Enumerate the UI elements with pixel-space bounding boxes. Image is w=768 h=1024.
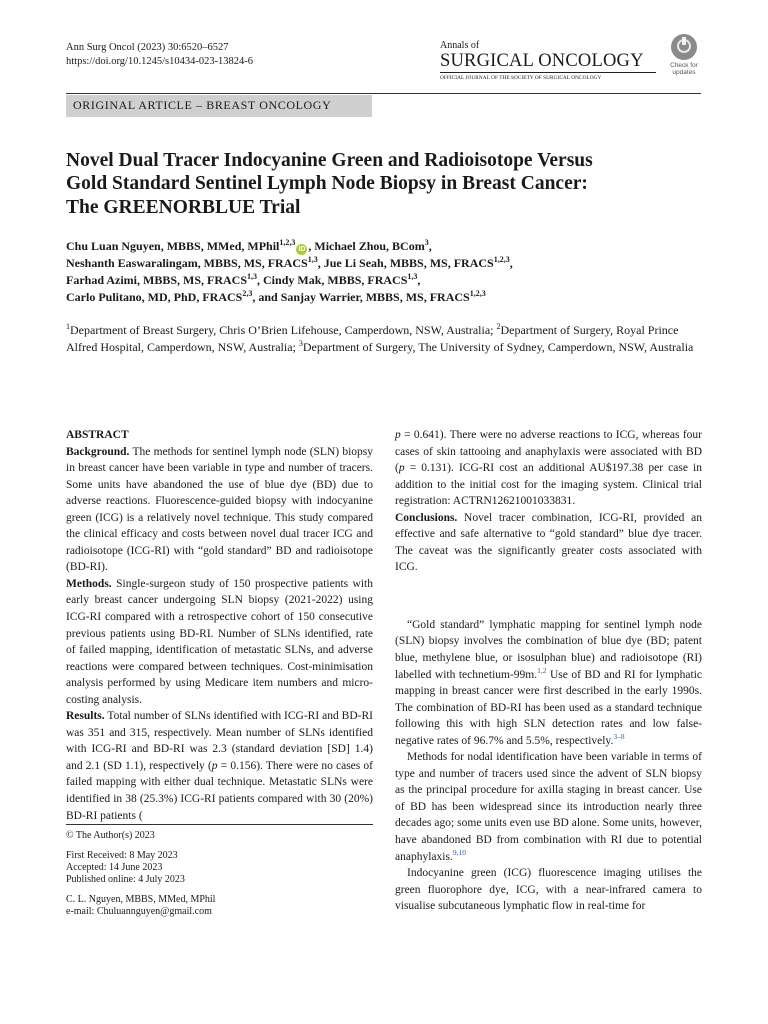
journal-divider: [440, 72, 656, 73]
author-name[interactable]: Farhad Azimi, MBBS, MS, FRACS: [66, 273, 248, 288]
abstract-results-continued: p = 0.641). There were no adverse reactions to ICG, whereas four cases of skin tattooing and anaphylaxis were associated with BD (p = 0.131). ICG-RI cost an additional AU$197.38 per case in addition to the initial cost for the imaging system. Clinical trial registration: ACTRN12621001033831.: [395, 429, 702, 508]
journal-subtitle: OFFICIAL JOURNAL OF THE SOCIETY OF SURGICAL ONCOLOGY: [440, 75, 602, 81]
corresponding-author: C. L. Nguyen, MBBS, MMed, MPhil e-mail: Chuluannguyen@gmail.com: [66, 894, 373, 918]
reference-link[interactable]: 9,10: [452, 847, 466, 857]
header-divider: [66, 93, 701, 94]
author-name[interactable]: Cindy Mak, MBBS, FRACS: [263, 273, 408, 288]
body-paragraph: Methods for nodal identification have been variable in terms of type and number of tracers used since the advent of SLN biopsy as the principal procedure for axilla staging in breast cancer. Use of BD has been widespread since its introduction nearly three decades ago; some units even use BD alone. Some units, however, have abandoned BD from combination with RI due to potential anaphylaxis.$^{9,10}$: [395, 751, 702, 863]
orcid-icon[interactable]: iD: [298, 246, 306, 253]
footer-divider: [66, 824, 373, 825]
author-name[interactable]: Chu Luan Nguyen, MBBS, MMed, MPhil: [66, 239, 280, 253]
affiliations: $^1$Department of Breast Surgery, Chris O’Brien Lifehouse, Camperdown, NSW, Australia; $^2$Department of Surgery, Royal Prince Alfred Hospital, Camperdown, NSW, Australia; $^3$Department of Surgery, The University of Sydney, Camperdown, NSW, Australia: [66, 322, 694, 355]
journal-citation: Ann Surg Oncol (2023) 30:6520–6527: [66, 42, 229, 53]
publication-dates: First Received: 8 May 2023 Accepted: 14 June 2023 Published online: 4 July 2023: [66, 850, 185, 885]
check-for-updates-badge[interactable]: [664, 34, 704, 76]
author-name[interactable]: Jue Li Seah, MBBS, MS, FRACS: [323, 256, 494, 271]
article-title: Novel Dual Tracer Indocyanine Green and Radioisotope Versus Gold Standard Sentinel Lymph Node Biopsy in Breast Cancer: The GREENORBLUE Trial: [66, 150, 593, 218]
author-name[interactable]: Michael Zhou, BCom: [314, 239, 425, 253]
author-list: Chu Luan Nguyen, MBBS, MMed, MPhil$^{1,2,3}$iD , Michael Zhou, BCom$^3$, Neshanth Easwaralingam, MBBS, MS, FRACS$^{1,3}$, Jue Li Seah, MBBS, MS, FRACS$^{1,2,3}$, Farhad Azimi, MBBS, MS, FRACS$^{1,3}$, Cindy Mak, MBBS, FRACS$^{1,3}$, Carlo Pulitano, MD, PhD, FRACS$^{2,3}$, and Sanjay Warrier, MBBS, MS, FRACS$^{1,2,3}$: [66, 238, 513, 305]
main-column: [395, 427, 702, 915]
journal-small-label: Annals of: [440, 40, 480, 51]
citation-block: [66, 41, 253, 69]
check-for-updates-icon: [671, 34, 697, 60]
article-category-bar: [66, 95, 372, 117]
check-updates-label: Check for updates: [670, 62, 698, 76]
reference-link[interactable]: 3–8: [613, 731, 625, 741]
corresponding-email[interactable]: e-mail: Chuluannguyen@gmail.com: [66, 906, 212, 917]
doi-link[interactable]: https://doi.org/10.1245/s10434-023-13824-6: [66, 56, 254, 67]
journal-name: SURGICAL ONCOLOGY: [440, 51, 644, 71]
author-name[interactable]: Sanjay Warrier, MBBS, MS, FRACS: [280, 290, 470, 305]
abstract-results: Results. Total number of SLNs identified with ICG-RI and BD-RI was 351 and 315, respectively. Mean number of SLNs identified with ICG-RI and BD-RI was 2.3 (standard deviation [SD] 1.4) and 2.1 (SD 1.1), respectively (p = 0.156). There were no cases of failed mapping with either dual technique. Metastatic SLNs were identified in 38 (25.3%) ICG-RI patients compared with 30 (20%) BD-RI patients (: [66, 710, 373, 822]
article-category: ORIGINAL ARTICLE – BREAST ONCOLOGY: [73, 98, 332, 112]
abstract-heading: ABSTRACT: [66, 429, 129, 441]
reference-link[interactable]: 1,2: [537, 665, 547, 675]
body-paragraph: Indocyanine green (ICG) fluorescence imaging utilises the green fluorophore dye, ICG, with a near-infrared camera to visualise subcutaneous lymphatic flow in real-time for: [395, 867, 702, 913]
abstract-conclusions: Conclusions. Novel tracer combination, ICG-RI, provided an effective and safe alternative to “gold standard” blue dye tracer. The caveat was the significantly greater costs associated with ICG.: [395, 511, 702, 574]
author-name[interactable]: Carlo Pulitano, MD, PhD, FRACS: [66, 290, 243, 305]
abstract-methods: Methods. Single-surgeon study of 150 prospective patients with early breast cancer undergoing SLN biopsy (2021-2022) using ICG-RI compared with a retrospective cohort of 150 consecutive previous patients using BD-RI. Number of SLNs identified, rate of failed mapping, identification of metastatic SLNs, and adverse reactions were compared between techniques. Cost-minimisation analysis performed by using Medicare item numbers and micro-costing analysis.: [66, 577, 373, 706]
abstract-background: Background. The methods for sentinel lymph node (SLN) biopsy in breast cancer have been variable in type and number of tracers. Some units have abandoned the use of blue dye (BD) due to adverse reactions. Fluorescence-guided biopsy with indocyanine green (ICG) is a relatively novel technique. This study compared the clinical efficacy and costs between novel dual tracer ICG and radioisotope (ICG-RI) with “gold standard” BD and radioisotope (BD-RI).: [66, 445, 373, 574]
abstract-column: [66, 427, 373, 824]
copyright: © The Author(s) 2023: [66, 830, 155, 841]
body-paragraph: “Gold standard” lymphatic mapping for sentinel lymph node (SLN) biopsy involves the combination of blue dye (BD; patent blue, methylene blue, or isosulphan blue) and radioisotope (RI) labelled with technetium-99m.$^{1,2}$ Use of BD and RI for lymphatic mapping in breast cancer were first described in the early 1990s. The combination of BD-RI has been used as a standard technique following this with high SLN detection rates and low false-negative rates of 96.7% and 5.5%, respectively.$^{3-8}$: [395, 618, 702, 747]
author-name[interactable]: Neshanth Easwaralingam, MBBS, MS, FRACS: [66, 256, 308, 271]
journal-logo: [440, 40, 656, 81]
footer-notes: [66, 830, 373, 926]
